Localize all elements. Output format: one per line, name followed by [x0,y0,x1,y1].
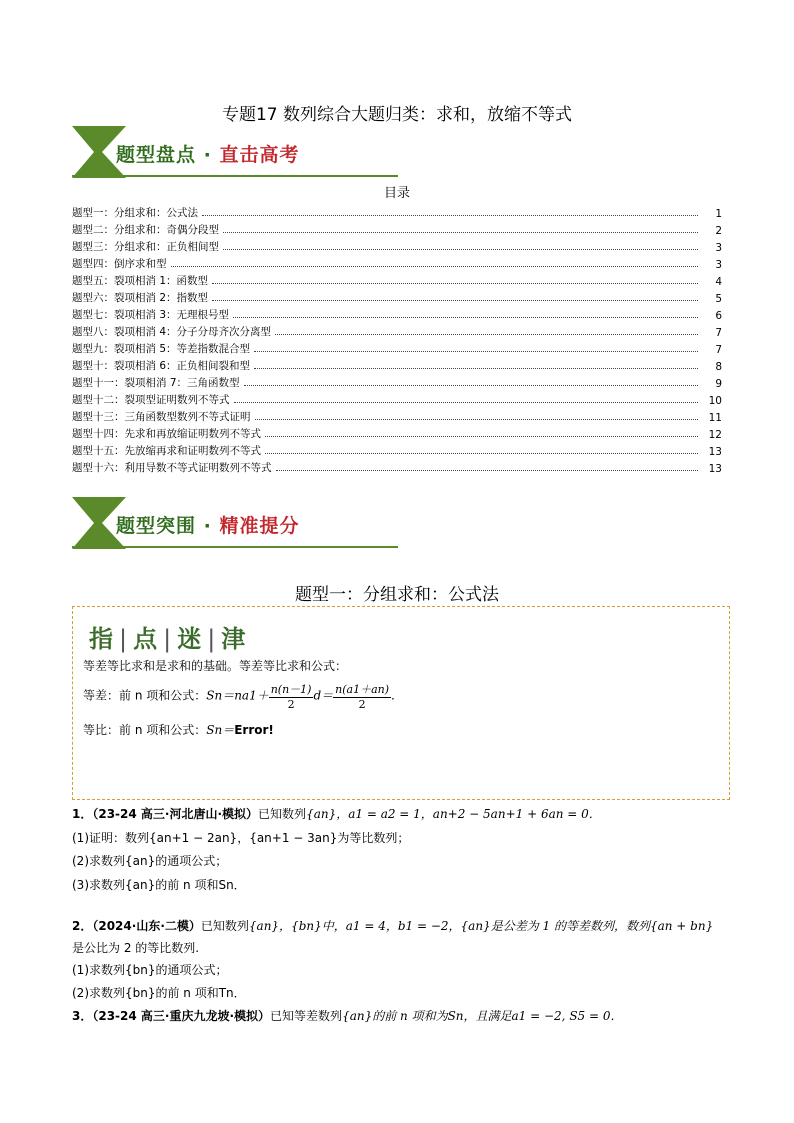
toc-item-page: 8 [715,361,722,373]
toc-leader-dots [223,249,698,250]
toc-leader-dots [254,351,698,352]
toc-item[interactable] [72,458,722,475]
toc-leader-dots [212,283,698,284]
toc-item-page: 5 [715,293,722,305]
frac-den: 2 [287,698,295,711]
tips-box [72,606,730,800]
problem-math: {an}，{bn}中，a1 = 4，b1 = −2，{an}是公差为 1 的等差数列，数列{an + bn} [248,919,714,933]
problem-1-q1: (1)证明：数列{an+1 − 2an}，{an+1 − 3an}为等比数列； [72,831,410,845]
toc-leader-dots [255,419,699,420]
toc-item[interactable] [72,254,722,271]
toc-item-page: 11 [708,412,722,424]
frac-num: n(a1＋an) [335,683,390,696]
problem-number: 2． [72,919,93,933]
problem-1-q2: (2)求数列{an}的通项公式； [72,854,228,868]
toc-item[interactable] [72,424,722,441]
section-heading: 题型一：分组求和：公式法 [295,585,499,605]
toc-item-page: 4 [715,276,722,288]
toc-item-label: 题型十一：裂项相消 7：三角函数型 [72,377,240,389]
tips-char: 指 [89,625,113,653]
geo-formula [83,721,274,738]
banner-underline [72,546,398,548]
toc-item-label: 题型十三：三角函数型数列不等式证明 [72,411,251,423]
toc-leader-dots [234,402,699,403]
problem-1-stem [72,806,601,823]
toc-item[interactable] [72,339,722,356]
toc-item[interactable] [72,220,722,237]
problem-number: 3． [72,1009,93,1023]
problem-number: 1． [72,807,93,821]
tips-title: 指 | 点 | 迷 | 津 [89,625,246,653]
geo-error: Error! [234,723,274,737]
banner-text-left: 题型盘点 [116,144,197,166]
banner-underline [72,175,398,177]
problem-2-stem-cont: 是公比为 2 的等比数列. [72,941,200,955]
banner-text-left: 题型突围 [116,515,197,537]
toc-item-label: 题型四：倒序求和型 [72,258,167,270]
toc-item-label: 题型十六：利用导数不等式证明数列不等式 [72,462,272,474]
banner-text-right: 直击高考 [219,144,300,166]
toc-item-label: 题型十四：先求和再放缩证明数列不等式 [72,428,261,440]
toc-item-page: 2 [715,225,722,237]
toc-item[interactable] [72,322,722,339]
problem-text: 已知数列 [258,807,307,821]
banner-dot: · [203,144,212,166]
banner-text-right: 精准提分 [219,515,300,537]
toc-leader-dots [233,317,698,318]
banner-section-practice [72,497,398,549]
toc-item[interactable] [72,441,722,458]
banner-section-overview [72,126,398,178]
problem-2-q1: (1)求数列{bn}的通项公式； [72,963,228,977]
problem-source: （23-24 高三·重庆九龙坡·模拟） [92,1009,271,1023]
arith-frac2 [333,681,391,711]
arith-frac1 [269,681,314,711]
toc-leader-dots [223,232,698,233]
toc-item-label: 题型十：裂项相消 6：正负相间裂和型 [72,360,251,372]
toc-leader-dots [265,436,698,437]
toc-item[interactable] [72,203,722,220]
toc-item[interactable] [72,288,722,305]
problem-3-stem [72,1008,623,1025]
toc-item-page: 3 [715,242,722,254]
tips-char: 津 [221,625,246,653]
toc-item[interactable] [72,237,722,254]
toc-item[interactable] [72,356,722,373]
toc-leader-dots [171,266,699,267]
geo-sn: Sn＝ [206,723,235,737]
arith-formula: 等差：前 n 项和公式：Sn＝na1＋ $\frac{n(n-1)}{2}$ d＝ $\frac{n(a1+an)}{2}$ . [83,683,395,711]
problem-math: {an}的前 n 项和为Sn，且满足a1 = −2, S5 = 0． [342,1009,623,1023]
toc-leader-dots [202,215,698,216]
problem-2-stem [72,918,713,935]
problem-source: （23-24 高三·河北唐山·模拟） [92,807,259,821]
tips-char: 点 [133,625,158,653]
toc-item-label: 题型三：分组求和：正负相间型 [72,241,219,253]
toc-item-label: 题型一：分组求和：公式法 [72,207,198,219]
toc-item-label: 题型十五：先放缩再求和证明数列不等式 [72,445,261,457]
toc-item-page: 13 [708,446,722,458]
toc-item-page: 7 [715,344,722,356]
toc-item-page: 13 [708,463,722,475]
toc-item[interactable] [72,271,722,288]
geo-label: 等比：前 n 项和公式： [83,723,207,737]
frac-num: n(n－1) [270,683,312,696]
problem-math: {an}，a1 = a2 = 1，an+2 − 5an+1 + 6an = 0． [306,807,601,821]
toc-item-label: 题型七：裂项相消 3：无理根号型 [72,309,230,321]
problem-text: 已知数列 [200,919,249,933]
problem-source: （2024·山东·二模） [92,919,201,933]
toc-item-label: 题型十二：裂项型证明数列不等式 [72,394,230,406]
toc-item-page: 10 [708,395,722,407]
toc-item-page: 12 [708,429,722,441]
toc-item-label: 题型八：裂项相消 4：分子分母齐次分离型 [72,326,272,338]
toc-item-label: 题型五：裂项相消 1：函数型 [72,275,209,287]
tips-intro: 等差等比求和是求和的基础。等差等比求和公式： [83,659,348,673]
toc-leader-dots [244,385,698,386]
banner-dot: · [203,515,212,537]
toc-leader-dots [212,300,698,301]
document-title: 专题17 数列综合大题归类：求和，放缩不等式 [221,105,573,125]
toc-leader-dots [254,368,698,369]
toc-leader-dots [275,334,698,335]
toc-item-label: 题型二：分组求和：奇偶分段型 [72,224,219,236]
toc-item-page: 1 [715,208,722,220]
problem-2-q2: (2)求数列{bn}的前 n 项和Tn． [72,986,246,1000]
toc-item-page: 3 [715,259,722,271]
arith-d: d＝ [313,688,334,703]
arith-label: 等差：前 n 项和公式： [83,688,207,703]
problem-text: 已知等差数列 [270,1009,343,1023]
toc-item[interactable] [72,407,722,424]
toc-item-label: 题型六：裂项相消 2：指数型 [72,292,209,304]
toc-leader-dots [265,453,698,454]
toc-title: 目录 [383,186,410,201]
toc-item[interactable] [72,305,722,322]
tips-char: 迷 [177,625,202,653]
arith-sn: Sn＝na1＋ [206,688,269,703]
toc-item-page: 6 [715,310,722,322]
toc-item[interactable] [72,373,722,390]
toc-item-page: 7 [715,327,722,339]
frac-den: 2 [358,698,366,711]
table-of-contents [72,203,722,475]
toc-item-page: 9 [715,378,722,390]
toc-leader-dots [276,470,699,471]
problem-1-q3: (3)求数列{an}的前 n 项和Sn． [72,878,246,892]
toc-item-label: 题型九：裂项相消 5：等差指数混合型 [72,343,251,355]
toc-item[interactable] [72,390,722,407]
